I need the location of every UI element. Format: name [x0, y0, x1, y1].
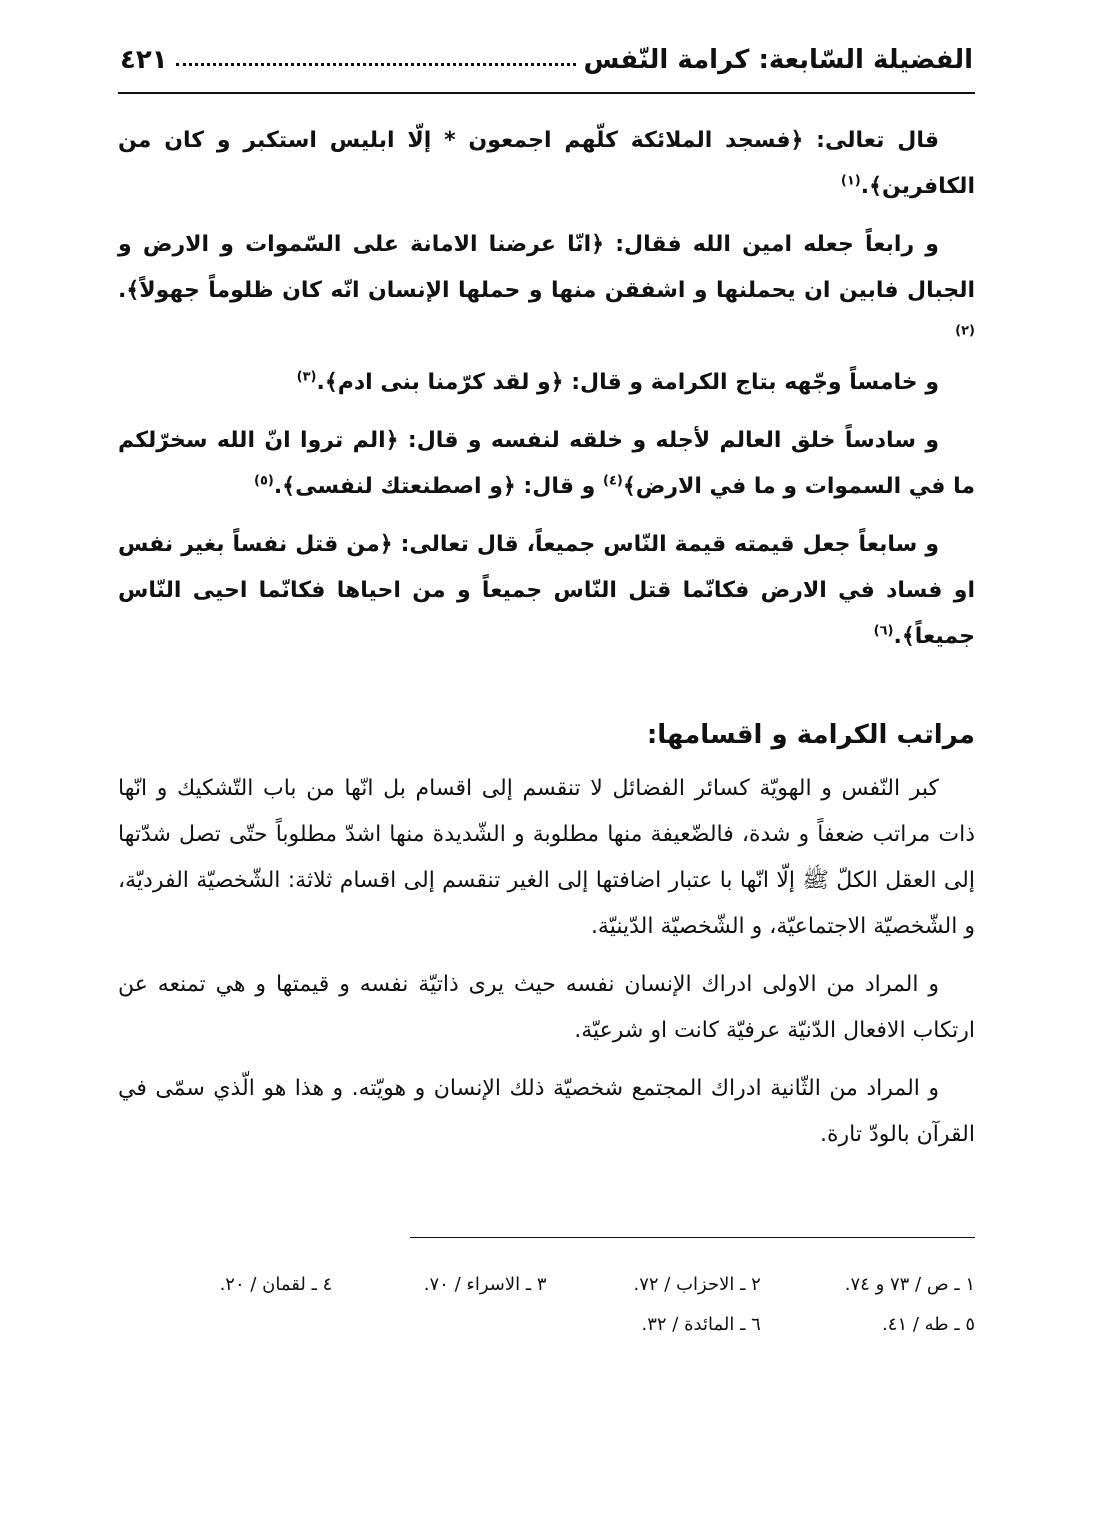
paragraph-quote-3 [118, 360, 975, 406]
paragraph-text: و رابعاً جعله امين الله فقال: ﴿انّا عرضنا الامانة على السّموات و الارض و الجبال فابين ان يحملنها و اشفقن منها و حملها الإنسان انّه كان ظلوماً جهولاً﴾. [118, 232, 975, 303]
paragraph-text: و خامساً وجّهه بتاج الكرامة و قال: ﴿و لقد كرّمنا بنى ادم﴾. [316, 370, 939, 395]
running-header [120, 36, 973, 84]
footnote-item: ١ ـ ص / ٧٣ و ٧٤. [844, 1274, 975, 1295]
paragraph-quote-4 [118, 418, 975, 510]
section-paragraph-1: كبر النّفس و الهويّة كسائر الفضائل لا تنقسم إلى اقسام بل انّها من باب التّشكيك و انّها ذات مراتب ضعفاً و شدة، فالضّعيفة منها مطلوبة و الشّديدة منها اشدّ مطلوباً حتّى تصل شدّتها إلى العقل الكلّ ﷺ إلّا انّها با عتبار اضافتها إلى الغير تنقسم إلى اقسام ثلاثة: الشّخصيّة الفرديّة، و الشّخصيّة الاجتماعيّة، و الشّخصيّة الدّينيّة. [118, 776, 975, 939]
footnote-item: ٦ ـ المائدة / ٣٢. [641, 1314, 761, 1335]
footnote-item: ٣ ـ الاسراء / ٧٠. [423, 1274, 547, 1295]
chapter-title: الفضيلة السّابعة: كرامة النّفس [583, 45, 973, 75]
footnote-row [118, 1265, 975, 1305]
paragraph-text: و سادساً خلق العالم لأجله و خلقه لنفسه و قال: ﴿الم تروا انّ الله سخرّلكم ما في السموات و ما في الارض﴾ [118, 428, 975, 499]
section-paragraph-3: و المراد من الثّانية ادراك المجتمع شخصيّة ذلك الإنسان و هويّته. و هذا هو الّذي سمّى في القرآن بالودّ تارة. [118, 1076, 975, 1147]
footnote-rule [410, 1237, 975, 1238]
footnote-ref: (٤) [602, 473, 623, 489]
section-heading: مراتب الكرامة و اقسامها: [646, 720, 975, 750]
page-number: ٤٢١ [120, 45, 168, 75]
paragraph-quote-1 [118, 118, 975, 210]
footnote-row [118, 1305, 975, 1345]
paragraph-quote-2 [118, 222, 975, 360]
paragraph-text: و سابعاً جعل قيمته قيمة النّاس جميعاً، قال تعالى: ﴿من قتل نفساً بغير نفس او فساد في الارض فكانّما قتل النّاس جميعاً و من احياها فكانّما احيى النّاس جميعاً﴾. [118, 532, 975, 649]
footnote-ref: (٦) [873, 623, 894, 639]
paragraph-text: و قال: ﴿و اصطنعتك لنفسى﴾. [273, 474, 603, 499]
leader-dots [176, 63, 576, 66]
footnote-ref: (٢) [955, 323, 975, 339]
footnote-item: ٢ ـ الاحزاب / ٧٢. [633, 1274, 761, 1295]
footnote-item: ٤ ـ لقمان / ٢٠. [219, 1274, 333, 1295]
footnote-ref: (١) [840, 173, 861, 189]
header-rule [118, 92, 975, 94]
footnote-ref: (٥) [253, 473, 274, 489]
footnote-ref: (٣) [296, 369, 317, 385]
section-paragraph-2: و المراد من الاولى ادراك الإنسان نفسه حيث يرى ذاتيّة نفسه و قيمتها و هي تمنعه عن ارتكاب الافعال الدّنيّة عرفيّة كانت او شرعيّة. [118, 972, 975, 1043]
footnotes [118, 1265, 975, 1345]
footnote-item: ٥ ـ طه / ٤١. [882, 1314, 975, 1335]
paragraph-quote-5 [118, 522, 975, 660]
main-text [118, 118, 975, 1158]
paragraph-text: قال تعالى: ﴿فسجد الملائكة كلّهم اجمعون * إلّا ابليس استكبر و كان من الكافرين﴾. [118, 128, 975, 199]
